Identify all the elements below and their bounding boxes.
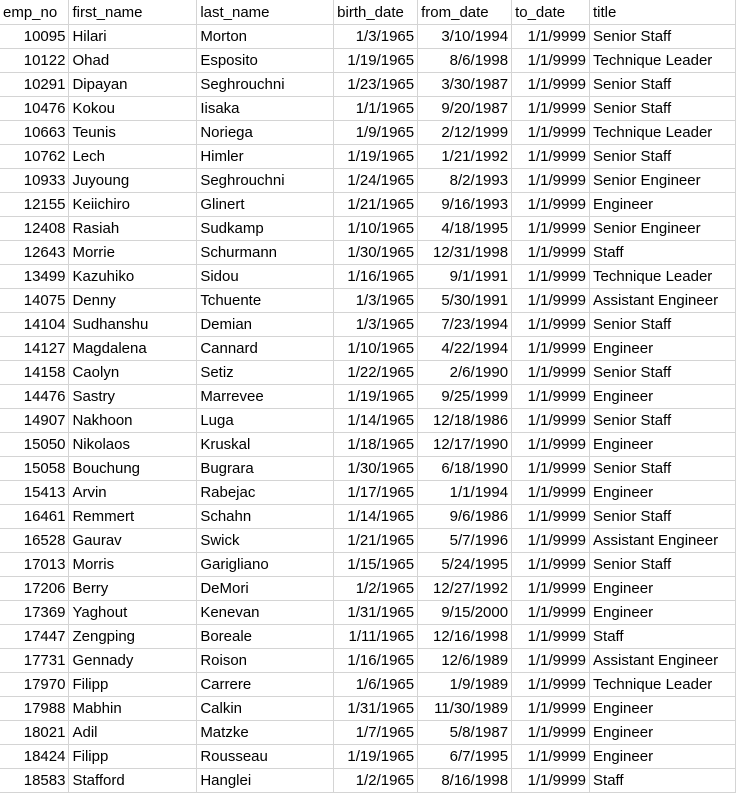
table-row [0, 720, 736, 744]
cell-title[interactable]: Technique Leader [590, 672, 736, 696]
cell-last-name[interactable]: Seghrouchni [197, 72, 334, 96]
cell-emp-no[interactable]: 13499 [0, 264, 69, 288]
cell-first-name[interactable]: Bouchung [69, 456, 197, 480]
cell-first-name[interactable]: Sudhanshu [69, 312, 197, 336]
cell-last-name[interactable]: Kruskal [197, 432, 334, 456]
cell-from-date[interactable]: 1/21/1992 [418, 144, 512, 168]
cell-from-date[interactable]: 5/30/1991 [418, 288, 512, 312]
cell-from-date[interactable]: 6/18/1990 [418, 456, 512, 480]
cell-first-name[interactable]: Nikolaos [69, 432, 197, 456]
cell-last-name[interactable]: Tchuente [197, 288, 334, 312]
cell-from-date[interactable]: 4/22/1994 [418, 336, 512, 360]
cell-last-name[interactable]: Marrevee [197, 384, 334, 408]
cell-title[interactable]: Engineer [590, 336, 736, 360]
cell-last-name[interactable]: Luga [197, 408, 334, 432]
cell-from-date[interactable]: 3/30/1987 [418, 72, 512, 96]
cell-birth-date[interactable]: 1/21/1965 [334, 528, 418, 552]
cell-last-name[interactable]: Sudkamp [197, 216, 334, 240]
cell-birth-date[interactable]: 1/7/1965 [334, 720, 418, 744]
cell-to-date[interactable]: 1/1/9999 [512, 264, 590, 288]
cell-last-name[interactable]: Calkin [197, 696, 334, 720]
cell-last-name[interactable]: DeMori [197, 576, 334, 600]
cell-emp-no[interactable]: 17013 [0, 552, 69, 576]
cell-from-date[interactable]: 9/6/1986 [418, 504, 512, 528]
cell-birth-date[interactable]: 1/14/1965 [334, 408, 418, 432]
cell-last-name[interactable]: Demian [197, 312, 334, 336]
cell-emp-no[interactable]: 12155 [0, 192, 69, 216]
cell-birth-date[interactable]: 1/30/1965 [334, 240, 418, 264]
cell-emp-no[interactable]: 14907 [0, 408, 69, 432]
cell-from-date[interactable]: 8/2/1993 [418, 168, 512, 192]
cell-from-date[interactable]: 12/27/1992 [418, 576, 512, 600]
cell-to-date[interactable]: 1/1/9999 [512, 480, 590, 504]
cell-emp-no[interactable]: 15050 [0, 432, 69, 456]
cell-emp-no[interactable]: 14075 [0, 288, 69, 312]
cell-title[interactable]: Engineer [590, 192, 736, 216]
header-cell-title[interactable]: title [590, 0, 736, 24]
cell-first-name[interactable]: Dipayan [69, 72, 197, 96]
cell-to-date[interactable]: 1/1/9999 [512, 600, 590, 624]
cell-first-name[interactable]: Berry [69, 576, 197, 600]
cell-title[interactable]: Senior Staff [590, 456, 736, 480]
cell-birth-date[interactable]: 1/16/1965 [334, 264, 418, 288]
cell-title[interactable]: Assistant Engineer [590, 288, 736, 312]
cell-last-name[interactable]: Rabejac [197, 480, 334, 504]
cell-birth-date[interactable]: 1/14/1965 [334, 504, 418, 528]
cell-from-date[interactable]: 11/30/1989 [418, 696, 512, 720]
cell-emp-no[interactable]: 10122 [0, 48, 69, 72]
cell-first-name[interactable]: Adil [69, 720, 197, 744]
table-row [0, 192, 736, 216]
cell-title[interactable]: Technique Leader [590, 48, 736, 72]
cell-emp-no[interactable]: 10291 [0, 72, 69, 96]
cell-first-name[interactable]: Ohad [69, 48, 197, 72]
cell-to-date[interactable]: 1/1/9999 [512, 216, 590, 240]
cell-to-date[interactable]: 1/1/9999 [512, 240, 590, 264]
header-cell-from-date[interactable]: from_date [418, 0, 512, 24]
cell-last-name[interactable]: Schurmann [197, 240, 334, 264]
cell-emp-no[interactable]: 17731 [0, 648, 69, 672]
cell-birth-date[interactable]: 1/21/1965 [334, 192, 418, 216]
cell-to-date[interactable]: 1/1/9999 [512, 744, 590, 768]
cell-birth-date[interactable]: 1/1/1965 [334, 96, 418, 120]
table-row [0, 96, 736, 120]
cell-from-date[interactable]: 2/12/1999 [418, 120, 512, 144]
cell-from-date[interactable]: 12/18/1986 [418, 408, 512, 432]
cell-from-date[interactable]: 2/6/1990 [418, 360, 512, 384]
cell-last-name[interactable]: Hanglei [197, 768, 334, 792]
cell-birth-date[interactable]: 1/31/1965 [334, 600, 418, 624]
cell-title[interactable]: Senior Staff [590, 96, 736, 120]
cell-to-date[interactable]: 1/1/9999 [512, 696, 590, 720]
cell-to-date[interactable]: 1/1/9999 [512, 312, 590, 336]
header-cell-first-name[interactable]: first_name [69, 0, 197, 24]
table-row [0, 672, 736, 696]
cell-from-date[interactable]: 5/8/1987 [418, 720, 512, 744]
table-row [0, 408, 736, 432]
cell-last-name[interactable]: Carrere [197, 672, 334, 696]
cell-to-date[interactable]: 1/1/9999 [512, 288, 590, 312]
cell-birth-date[interactable]: 1/9/1965 [334, 120, 418, 144]
table-row [0, 144, 736, 168]
cell-first-name[interactable]: Lech [69, 144, 197, 168]
cell-first-name[interactable]: Keiichiro [69, 192, 197, 216]
cell-first-name[interactable]: Gennady [69, 648, 197, 672]
cell-last-name[interactable]: Sidou [197, 264, 334, 288]
cell-from-date[interactable]: 8/6/1998 [418, 48, 512, 72]
cell-first-name[interactable]: Juyoung [69, 168, 197, 192]
cell-last-name[interactable]: Kenevan [197, 600, 334, 624]
table-row [0, 288, 736, 312]
table-row [0, 72, 736, 96]
cell-emp-no[interactable]: 15413 [0, 480, 69, 504]
cell-to-date[interactable]: 1/1/9999 [512, 552, 590, 576]
cell-birth-date[interactable]: 1/30/1965 [334, 456, 418, 480]
cell-to-date[interactable]: 1/1/9999 [512, 48, 590, 72]
table-row [0, 336, 736, 360]
cell-to-date[interactable]: 1/1/9999 [512, 408, 590, 432]
cell-title[interactable]: Senior Staff [590, 408, 736, 432]
cell-emp-no[interactable]: 18021 [0, 720, 69, 744]
cell-emp-no[interactable]: 16528 [0, 528, 69, 552]
cell-birth-date[interactable]: 1/15/1965 [334, 552, 418, 576]
table-row [0, 528, 736, 552]
cell-emp-no[interactable]: 14127 [0, 336, 69, 360]
cell-first-name[interactable]: Teunis [69, 120, 197, 144]
cell-title[interactable]: Assistant Engineer [590, 528, 736, 552]
cell-title[interactable]: Senior Staff [590, 552, 736, 576]
cell-to-date[interactable]: 1/1/9999 [512, 624, 590, 648]
cell-to-date[interactable]: 1/1/9999 [512, 528, 590, 552]
table-row [0, 48, 736, 72]
cell-last-name[interactable]: Swick [197, 528, 334, 552]
cell-first-name[interactable]: Gaurav [69, 528, 197, 552]
cell-first-name[interactable]: Remmert [69, 504, 197, 528]
cell-last-name[interactable]: Roison [197, 648, 334, 672]
cell-from-date[interactable]: 9/16/1993 [418, 192, 512, 216]
table-row [0, 480, 736, 504]
cell-last-name[interactable]: Himler [197, 144, 334, 168]
cell-first-name[interactable]: Zengping [69, 624, 197, 648]
cell-to-date[interactable]: 1/1/9999 [512, 504, 590, 528]
cell-birth-date[interactable]: 1/18/1965 [334, 432, 418, 456]
cell-to-date[interactable]: 1/1/9999 [512, 648, 590, 672]
cell-emp-no[interactable]: 16461 [0, 504, 69, 528]
cell-to-date[interactable]: 1/1/9999 [512, 120, 590, 144]
cell-to-date[interactable]: 1/1/9999 [512, 720, 590, 744]
cell-from-date[interactable]: 9/15/2000 [418, 600, 512, 624]
cell-to-date[interactable]: 1/1/9999 [512, 192, 590, 216]
cell-from-date[interactable]: 3/10/1994 [418, 24, 512, 48]
cell-emp-no[interactable]: 14476 [0, 384, 69, 408]
cell-from-date[interactable]: 12/17/1990 [418, 432, 512, 456]
cell-from-date[interactable]: 1/1/1994 [418, 480, 512, 504]
cell-from-date[interactable]: 7/23/1994 [418, 312, 512, 336]
cell-birth-date[interactable]: 1/23/1965 [334, 72, 418, 96]
cell-emp-no[interactable]: 15058 [0, 456, 69, 480]
cell-title[interactable]: Senior Staff [590, 24, 736, 48]
cell-from-date[interactable]: 12/31/1998 [418, 240, 512, 264]
cell-birth-date[interactable]: 1/10/1965 [334, 216, 418, 240]
cell-to-date[interactable]: 1/1/9999 [512, 576, 590, 600]
cell-from-date[interactable]: 9/25/1999 [418, 384, 512, 408]
cell-title[interactable]: Staff [590, 768, 736, 792]
cell-title[interactable]: Engineer [590, 480, 736, 504]
cell-title[interactable]: Assistant Engineer [590, 648, 736, 672]
table-row [0, 360, 736, 384]
cell-first-name[interactable]: Kokou [69, 96, 197, 120]
cell-first-name[interactable]: Magdalena [69, 336, 197, 360]
cell-birth-date[interactable]: 1/19/1965 [334, 144, 418, 168]
cell-title[interactable]: Engineer [590, 432, 736, 456]
cell-first-name[interactable]: Morrie [69, 240, 197, 264]
cell-to-date[interactable]: 1/1/9999 [512, 144, 590, 168]
table-row [0, 624, 736, 648]
table-row [0, 600, 736, 624]
cell-title[interactable]: Engineer [590, 720, 736, 744]
cell-title[interactable]: Senior Engineer [590, 216, 736, 240]
table-row [0, 216, 736, 240]
cell-from-date[interactable]: 6/7/1995 [418, 744, 512, 768]
cell-birth-date[interactable]: 1/19/1965 [334, 744, 418, 768]
cell-from-date[interactable]: 8/16/1998 [418, 768, 512, 792]
cell-emp-no[interactable]: 17369 [0, 600, 69, 624]
cell-from-date[interactable]: 4/18/1995 [418, 216, 512, 240]
cell-birth-date[interactable]: 1/10/1965 [334, 336, 418, 360]
cell-birth-date[interactable]: 1/3/1965 [334, 312, 418, 336]
cell-to-date[interactable]: 1/1/9999 [512, 360, 590, 384]
cell-to-date[interactable]: 1/1/9999 [512, 768, 590, 792]
cell-emp-no[interactable]: 14158 [0, 360, 69, 384]
cell-emp-no[interactable]: 10762 [0, 144, 69, 168]
table-row [0, 696, 736, 720]
cell-last-name[interactable]: Garigliano [197, 552, 334, 576]
cell-first-name[interactable]: Filipp [69, 744, 197, 768]
cell-birth-date[interactable]: 1/6/1965 [334, 672, 418, 696]
cell-title[interactable]: Engineer [590, 576, 736, 600]
table-row [0, 552, 736, 576]
cell-birth-date[interactable]: 1/19/1965 [334, 48, 418, 72]
cell-from-date[interactable]: 5/24/1995 [418, 552, 512, 576]
cell-title[interactable]: Staff [590, 240, 736, 264]
cell-title[interactable]: Senior Staff [590, 504, 736, 528]
cell-first-name[interactable]: Sastry [69, 384, 197, 408]
cell-emp-no[interactable]: 17206 [0, 576, 69, 600]
cell-emp-no[interactable]: 10095 [0, 24, 69, 48]
cell-emp-no[interactable]: 18583 [0, 768, 69, 792]
cell-title[interactable]: Engineer [590, 744, 736, 768]
cell-last-name[interactable]: Boreale [197, 624, 334, 648]
cell-first-name[interactable]: Stafford [69, 768, 197, 792]
cell-emp-no[interactable]: 17970 [0, 672, 69, 696]
table-row [0, 432, 736, 456]
cell-title[interactable]: Senior Engineer [590, 168, 736, 192]
cell-birth-date[interactable]: 1/31/1965 [334, 696, 418, 720]
cell-last-name[interactable]: Iisaka [197, 96, 334, 120]
cell-first-name[interactable]: Mabhin [69, 696, 197, 720]
cell-title[interactable]: Engineer [590, 600, 736, 624]
cell-birth-date[interactable]: 1/22/1965 [334, 360, 418, 384]
cell-to-date[interactable]: 1/1/9999 [512, 72, 590, 96]
cell-from-date[interactable]: 12/6/1989 [418, 648, 512, 672]
table-row [0, 456, 736, 480]
cell-title[interactable]: Senior Staff [590, 144, 736, 168]
table-row [0, 24, 736, 48]
cell-first-name[interactable]: Nakhoon [69, 408, 197, 432]
table-row [0, 648, 736, 672]
cell-emp-no[interactable]: 12643 [0, 240, 69, 264]
cell-emp-no[interactable]: 17447 [0, 624, 69, 648]
cell-first-name[interactable]: Filipp [69, 672, 197, 696]
cell-to-date[interactable]: 1/1/9999 [512, 432, 590, 456]
cell-birth-date[interactable]: 1/11/1965 [334, 624, 418, 648]
cell-last-name[interactable]: Matzke [197, 720, 334, 744]
cell-title[interactable]: Engineer [590, 384, 736, 408]
cell-title[interactable]: Senior Staff [590, 72, 736, 96]
cell-birth-date[interactable]: 1/2/1965 [334, 576, 418, 600]
cell-last-name[interactable]: Glinert [197, 192, 334, 216]
cell-birth-date[interactable]: 1/17/1965 [334, 480, 418, 504]
cell-birth-date[interactable]: 1/3/1965 [334, 288, 418, 312]
cell-birth-date[interactable]: 1/2/1965 [334, 768, 418, 792]
cell-emp-no[interactable]: 10663 [0, 120, 69, 144]
cell-to-date[interactable]: 1/1/9999 [512, 168, 590, 192]
cell-first-name[interactable]: Kazuhiko [69, 264, 197, 288]
table-row [0, 240, 736, 264]
cell-last-name[interactable]: Schahn [197, 504, 334, 528]
cell-last-name[interactable]: Esposito [197, 48, 334, 72]
cell-to-date[interactable]: 1/1/9999 [512, 96, 590, 120]
cell-to-date[interactable]: 1/1/9999 [512, 384, 590, 408]
table-row [0, 768, 736, 792]
cell-to-date[interactable]: 1/1/9999 [512, 24, 590, 48]
cell-first-name[interactable]: Caolyn [69, 360, 197, 384]
table-row [0, 312, 736, 336]
table-row [0, 120, 736, 144]
cell-title[interactable]: Technique Leader [590, 264, 736, 288]
cell-emp-no[interactable]: 10476 [0, 96, 69, 120]
cell-first-name[interactable]: Yaghout [69, 600, 197, 624]
cell-emp-no[interactable]: 18424 [0, 744, 69, 768]
cell-last-name[interactable]: Cannard [197, 336, 334, 360]
cell-to-date[interactable]: 1/1/9999 [512, 456, 590, 480]
cell-title[interactable]: Engineer [590, 696, 736, 720]
cell-title[interactable]: Staff [590, 624, 736, 648]
cell-last-name[interactable]: Morton [197, 24, 334, 48]
cell-first-name[interactable]: Denny [69, 288, 197, 312]
cell-last-name[interactable]: Rousseau [197, 744, 334, 768]
cell-first-name[interactable]: Hilari [69, 24, 197, 48]
cell-title[interactable]: Senior Staff [590, 360, 736, 384]
cell-birth-date[interactable]: 1/19/1965 [334, 384, 418, 408]
cell-first-name[interactable]: Morris [69, 552, 197, 576]
table-row [0, 744, 736, 768]
cell-birth-date[interactable]: 1/16/1965 [334, 648, 418, 672]
table-row [0, 384, 736, 408]
table-row [0, 576, 736, 600]
table-row [0, 264, 736, 288]
cell-last-name[interactable]: Setiz [197, 360, 334, 384]
cell-title[interactable]: Senior Staff [590, 312, 736, 336]
cell-from-date[interactable]: 1/9/1989 [418, 672, 512, 696]
cell-last-name[interactable]: Bugrara [197, 456, 334, 480]
cell-birth-date[interactable]: 1/24/1965 [334, 168, 418, 192]
cell-emp-no[interactable]: 17988 [0, 696, 69, 720]
cell-title[interactable]: Technique Leader [590, 120, 736, 144]
header-cell-last-name[interactable]: last_name [197, 0, 334, 24]
table-row [0, 504, 736, 528]
cell-emp-no[interactable]: 14104 [0, 312, 69, 336]
cell-emp-no[interactable]: 12408 [0, 216, 69, 240]
header-cell-to-date[interactable]: to_date [512, 0, 590, 24]
cell-last-name[interactable]: Noriega [197, 120, 334, 144]
table-row [0, 168, 736, 192]
cell-to-date[interactable]: 1/1/9999 [512, 672, 590, 696]
header-cell-birth-date[interactable]: birth_date [334, 0, 418, 24]
cell-from-date[interactable]: 9/1/1991 [418, 264, 512, 288]
cell-from-date[interactable]: 9/20/1987 [418, 96, 512, 120]
cell-birth-date[interactable]: 1/3/1965 [334, 24, 418, 48]
cell-last-name[interactable]: Seghrouchni [197, 168, 334, 192]
cell-from-date[interactable]: 5/7/1996 [418, 528, 512, 552]
cell-from-date[interactable]: 12/16/1998 [418, 624, 512, 648]
cell-first-name[interactable]: Arvin [69, 480, 197, 504]
cell-emp-no[interactable]: 10933 [0, 168, 69, 192]
cell-first-name[interactable]: Rasiah [69, 216, 197, 240]
cell-to-date[interactable]: 1/1/9999 [512, 336, 590, 360]
header-row [0, 0, 736, 24]
header-cell-emp-no[interactable]: emp_no [0, 0, 69, 24]
